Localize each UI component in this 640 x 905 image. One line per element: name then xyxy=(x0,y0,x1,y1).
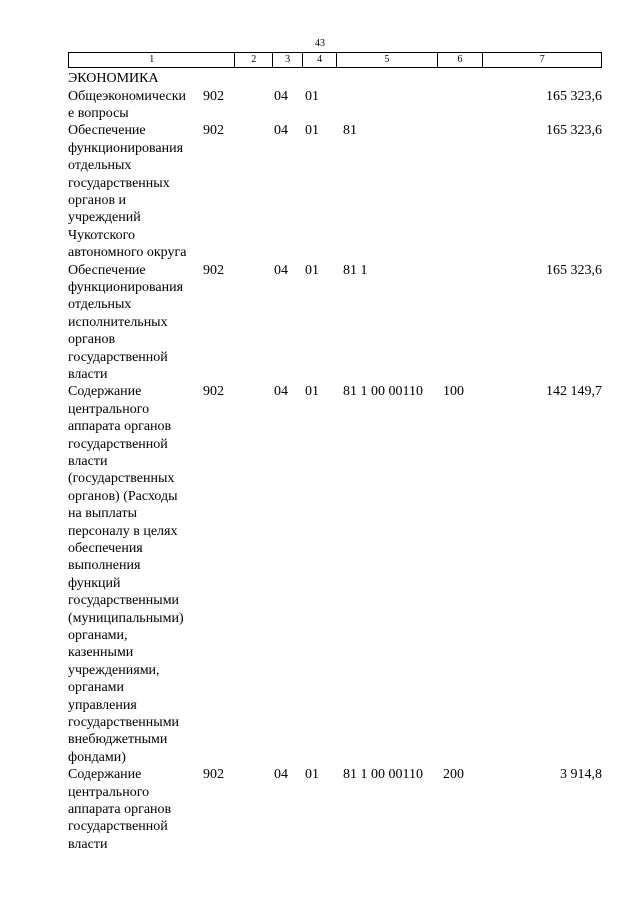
description-line: центрального xyxy=(68,784,150,800)
description-line: (муниципальными) xyxy=(68,610,184,626)
cell-rz: 04 xyxy=(274,767,288,783)
cell-ved: 902 xyxy=(203,88,224,104)
description-line: центрального xyxy=(68,401,150,417)
description-line: органов xyxy=(68,332,116,348)
cell-pr: 01 xyxy=(305,384,319,400)
cell-ved: 902 xyxy=(203,767,224,783)
description-line: органов и xyxy=(68,192,127,208)
row-description xyxy=(68,88,200,123)
description-line: казенными xyxy=(68,645,134,661)
description-line: органами xyxy=(68,680,125,696)
cell-cs: 81 1 xyxy=(343,262,368,278)
description-line: государственной xyxy=(68,819,168,835)
description-line: государственной xyxy=(68,436,168,452)
description-line: обеспечения xyxy=(68,540,143,556)
cell-cs: 81 xyxy=(343,123,357,139)
description-line: отдельных xyxy=(68,297,132,313)
description-line: власти xyxy=(68,366,108,382)
description-line: Содержание xyxy=(68,767,142,783)
description-line: органов) (Расходы xyxy=(68,488,178,504)
description-line: Общеэкономически xyxy=(68,88,187,104)
row-description xyxy=(68,383,200,766)
description-line: фондами) xyxy=(68,749,126,765)
cell-sum: 142 149,7 xyxy=(546,384,602,400)
section-title: ЭКОНОМИКА xyxy=(68,71,159,86)
cell-rz: 04 xyxy=(274,123,288,139)
description-line: власти xyxy=(68,836,108,852)
cell-pr: 01 xyxy=(305,88,319,104)
cell-sum: 165 323,6 xyxy=(546,262,602,278)
table-header xyxy=(68,52,602,68)
row-description xyxy=(68,766,200,853)
description-line: Чукотского xyxy=(68,227,135,243)
description-line: функционирования xyxy=(68,279,184,295)
cell-vr: 100 xyxy=(443,384,464,400)
description-line: автономного округа xyxy=(68,245,187,261)
description-line: персоналу в целях xyxy=(68,523,178,539)
description-line: на выплаты xyxy=(68,506,138,522)
header-col-7: 7 xyxy=(539,54,545,65)
cell-rz: 04 xyxy=(274,384,288,400)
description-line: государственными xyxy=(68,715,180,731)
description-line: органами, xyxy=(68,627,128,643)
cell-pr: 01 xyxy=(305,767,319,783)
description-line: управления xyxy=(68,697,137,713)
description-line: власти xyxy=(68,453,108,469)
description-line: Содержание xyxy=(68,384,142,400)
header-col-5: 5 xyxy=(337,53,438,67)
cell-rz: 04 xyxy=(274,262,288,278)
header-col-3: 3 xyxy=(273,53,303,67)
description-line: отдельных xyxy=(68,158,132,174)
description-line: внебюджетными xyxy=(68,732,168,748)
header-col-2: 2 xyxy=(235,53,273,67)
cell-cs: 81 1 00 00110 xyxy=(343,767,423,783)
description-line: учреждениями, xyxy=(68,662,160,678)
description-line: государственными xyxy=(68,593,180,609)
cell-ved: 902 xyxy=(203,262,224,278)
description-line: Обеспечение xyxy=(68,262,146,278)
row-description xyxy=(68,122,200,261)
description-line: (государственных xyxy=(68,471,175,487)
cell-ved: 902 xyxy=(203,123,224,139)
header-col-1: 1 xyxy=(69,53,235,67)
header-col-4: 4 xyxy=(303,53,337,67)
cell-pr: 01 xyxy=(305,262,319,278)
cell-rz: 04 xyxy=(274,88,288,104)
description-line: государственных xyxy=(68,175,170,191)
cell-vr: 200 xyxy=(443,767,464,783)
header-col-6: 6 xyxy=(438,53,484,67)
cell-pr: 01 xyxy=(305,123,319,139)
cell-ved: 902 xyxy=(203,384,224,400)
cell-sum: 165 323,6 xyxy=(546,88,602,104)
description-line: функционирования xyxy=(68,140,184,156)
description-line: аппарата органов xyxy=(68,419,172,435)
description-line: аппарата органов xyxy=(68,801,172,817)
cell-cs: 81 1 00 00110 xyxy=(343,384,423,400)
cell-sum: 165 323,6 xyxy=(546,123,602,139)
description-line: исполнительных xyxy=(68,314,168,330)
page-number: 43 xyxy=(315,38,325,49)
row-description xyxy=(68,262,200,384)
description-line: е вопросы xyxy=(68,105,129,121)
description-line: государственной xyxy=(68,349,168,365)
description-line: выполнения xyxy=(68,558,141,574)
description-line: функций xyxy=(68,575,121,591)
description-line: учреждений xyxy=(68,210,141,226)
description-line: Обеспечение xyxy=(68,123,146,139)
cell-sum: 3 914,8 xyxy=(560,767,602,783)
